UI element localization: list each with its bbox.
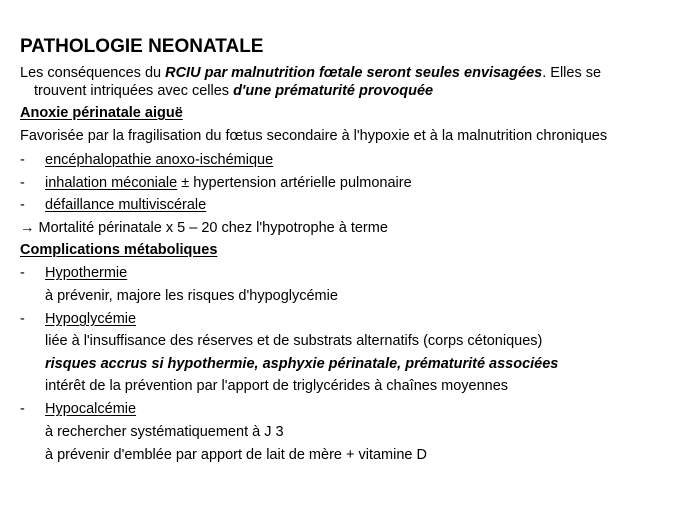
complication-label: Hypocalcémie	[45, 401, 137, 417]
slide-title: PATHOLOGIE NEONATALE	[20, 36, 264, 57]
anoxie-item	[20, 174, 412, 192]
bullet-dash: -	[20, 175, 25, 191]
anoxie-item-suffix: ± hypertension artérielle pulmonaire	[177, 175, 412, 191]
bullet-dash: -	[20, 152, 25, 168]
complication-item-hypocalcemie	[20, 400, 136, 418]
anoxie-item-label: inhalation méconiale	[45, 175, 178, 191]
complication-detail: à rechercher systématiquement à J 3	[45, 424, 284, 440]
complication-detail: à prévenir d'emblée par apport de lait de mère + vitamine D	[45, 447, 427, 463]
bullet-dash: -	[20, 401, 25, 417]
complication-detail: à prévenir, majore les risques d'hypoglycémie	[45, 288, 338, 304]
intro-emphasis-prematurite: d'une prématurité provoquée	[233, 83, 434, 99]
bullet-dash: -	[20, 265, 25, 281]
intro-emphasis-rciu: RCIU par malnutrition fœtale seront seules envisagées	[165, 65, 543, 81]
bullet-dash: -	[20, 311, 25, 327]
intro-text-end: . Elles se	[542, 65, 602, 81]
anoxie-item-label: défaillance multiviscérale	[45, 197, 207, 213]
heading-complications: Complications métaboliques	[20, 242, 218, 258]
complication-detail: liée à l'insuffisance des réserves et de substrats alternatifs (corps cétoniques)	[45, 333, 543, 349]
heading-anoxie: Anoxie périnatale aiguë	[20, 105, 183, 121]
anoxie-item	[20, 196, 206, 214]
complication-detail-emphasis: risques accrus si hypothermie, asphyxie périnatale, prématurité associées	[45, 356, 559, 372]
anoxie-item-label: encéphalopathie anoxo-ischémique	[45, 152, 274, 168]
complication-detail: intérêt de la prévention par l'apport de triglycérides à chaînes moyennes	[45, 378, 509, 394]
complication-label: Hypoglycémie	[45, 311, 137, 327]
complication-item-hypothermie	[20, 264, 127, 282]
intro-line-1	[20, 64, 601, 82]
intro-line-2	[34, 82, 433, 100]
complication-item-hypoglycemie	[20, 310, 136, 328]
anoxie-item	[20, 151, 273, 169]
anoxie-description: Favorisée par la fragilisation du fœtus secondaire à l'hypoxie et à la malnutrition chroniques	[20, 128, 608, 144]
anoxie-mortality: → Mortalité périnatale x 5 – 20 chez l'hypotrophe à terme	[20, 220, 388, 236]
intro-text: Les conséquences du	[20, 65, 166, 81]
complication-label: Hypothermie	[45, 265, 128, 281]
bullet-dash: -	[20, 197, 25, 213]
intro-text-2: trouvent intriquées avec celles	[34, 83, 234, 99]
